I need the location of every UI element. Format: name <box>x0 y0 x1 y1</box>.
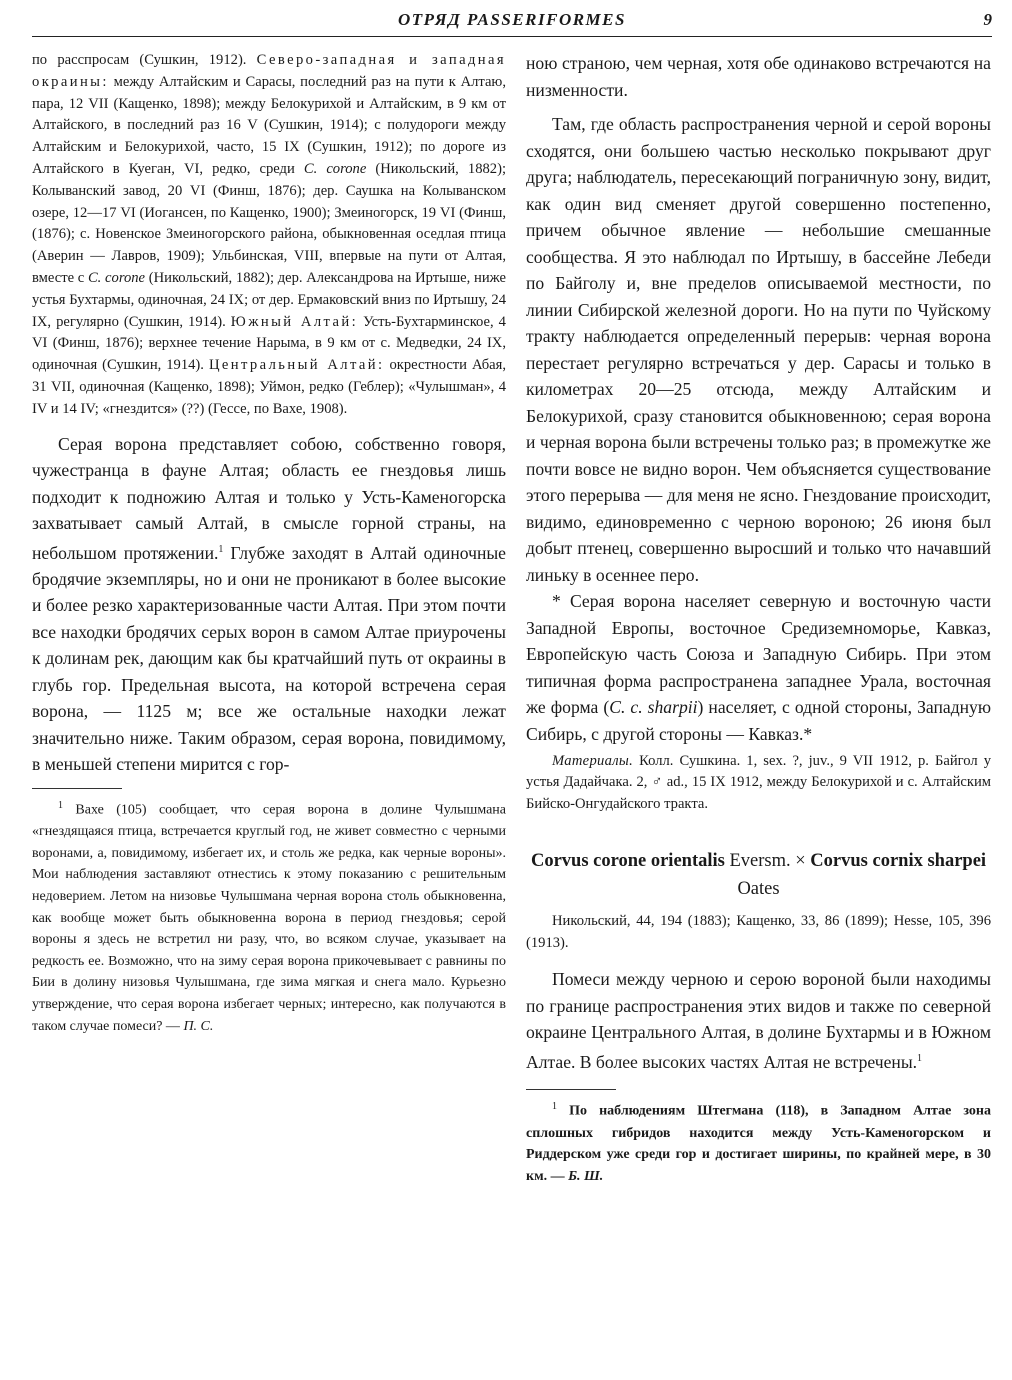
body-paragraph-continued: ною страною, чем черная, хотя обе одинаково встречаются на низменности. <box>526 53 991 100</box>
list-intro: по расспросам (Сушкин, 1912). <box>32 52 247 68</box>
taxon-name: C. c. sharpii <box>609 697 698 717</box>
footnote-ref: 1 <box>917 1052 923 1064</box>
materials-label: Материалы. <box>552 753 634 769</box>
body-paragraph: Там, где область распространения черной и серой вороны сходятся, они большею частью несколько покрывают друг друга; наблюдатель, пересекающий пограничную зону, видит, как один вид сменяет другой совершенно постепенно, причем обычное явление — небольшие смешанные сообщества. Я это наблюдал по Иртышу, в бассейне Лебеди по Байголу и, вне пределов описываемой местности, по линии Сибирской железной дороги. Но на пути по Чуйскому тракту наблюдается определенный перерыв: черная ворона перестает регулярно встречаться у дер. Сарасы и только в километрах 20—25 отсюда, между Алтайским и Белокурихой, сразу становится обыкновенною; серая ворона и черная ворона были встречены только раз; в промежутке же почти вовсе не видно ворон. Чем объясняется существование этого перерыва — для меня не ясно. Гнездование происходит, видимо, единовременно с черною вороною; 26 июня был добыт птенец, совершенно выросший и только что начавший линьку в осеннее перо. <box>526 114 991 585</box>
footnote-signature: Б. Ш. <box>568 1168 604 1184</box>
taxon-1-author: Eversm. <box>729 851 791 872</box>
taxon-name: C. corone <box>303 160 367 177</box>
taxon-2: Corvus cornix sharpei <box>810 851 987 872</box>
footnote-mark: 1 <box>58 799 63 811</box>
south-records: Усть-Бухтарминское, 4 VI (Финш, 1876); верхнее течение Нарыма, в 9 км от с. Медведки, 24 IX, одиночная (Сушкин, 1914). <box>32 313 506 374</box>
footnote-mark: 1 <box>552 1101 557 1113</box>
taxon-heading <box>526 847 991 903</box>
footnote-signature: П. С. <box>183 1018 214 1034</box>
editor-note: * Серая ворона населяет северную и восточную части Западной Европы, восточное Средиземноморье, Кавказ, Европейскую часть Союза и Западную Сибирь. При этом типичная форма распространена западнее Урала, восточная же форма (C. c. sharpii) населяет, с одной стороны, Западную Сибирь, с другой стороны — Кавказ.* <box>526 591 991 744</box>
page-number: 9 <box>983 10 992 29</box>
body-paragraph: Помеси между черною и серою вороной были находимы по границе распространения этих видов и также по северной окраине Центрального Алтая, в долине Бухтармы и в Южном Алтае. В более высоких частях Алтая не встречены.$^1$ <box>526 969 991 1072</box>
footnote-rule <box>32 788 122 789</box>
taxon-2-author: Oates <box>737 879 780 900</box>
body-paragraph: Серая ворона представляет собою, собственно говоря, чужестранца в фауне Алтая; область ее гнездовья лишь подходит к подножию Алтая и только у Усть-Каменогорска захватывает самый Алтай, в смысле горной страны, на небольшом протяжении.$^1$ Глубже заходят в Алтай одиночные бродячие экземпляры, но и они не проникают в более высокие и более резко характеризованные части Алтая. При этом почти все находки бродячих серых ворон в самом Алтае приурочены к долинам рек, дающим как бы кратчайший путь от окраины в глубь гор. Предельная высота, на которой встречена серая ворона, — 1125 м; все же остальные находки лежат значительно ниже. Таким образом, серая ворона, повидимому, в меньшей степени мирится с гор- <box>32 433 506 775</box>
nw-records-3: (Никольский, 1882); дер. Александрова на Иртыше, ниже устья Бухтармы, одиночная, 24 IX; от дер. Ермаковский вниз по Иртышу, 24 IX, регулярно (Сушкин, 1914). <box>32 269 507 330</box>
footnote: $^1$ По наблюдениям Штегмана (118), в Западном Алтае зона сплошных гибридов находится между Усть-Каменогорском и Риддерском уже среди гор и достигает ширины, по крайней мере, в 30 км. — Б. Ш. <box>526 1101 992 1184</box>
hybrid-sign: × <box>795 851 806 872</box>
right-column <box>526 50 991 1187</box>
central-records: окрестности Абая, 31 VII, одиночная (Кащенко, 1898); Уймон, редко (Геблер); «Чулышман», 4 IV и 14 IV; «гнездится» (??) (Гессе, по Вахе, 1908). <box>32 357 507 417</box>
region-heading-central: Центральный Алтай: <box>208 357 385 374</box>
region-heading-nw: Северо-западная и западная окраины: <box>32 52 506 90</box>
references: Никольский, 44, 194 (1883); Кащенко, 33, 86 (1899); Hesse, 105, 396 (1913). <box>526 913 991 951</box>
footnote: $^1$ Вахе (105) сообщает, что серая ворона в долине Чулышмана «гнездящаяся птица, встречается круглый год, не живет совместно с черными воронами, а, повидимому, избегает их, и столь же редка, как черные вороны». Мои наблюдения заставляют отнестись к этому показанию с решительным недоверием. Летом на низовье Чулышмана черная ворона столь обыкновенна, как вообще может быть обыкновенна ворона в период гнездовья; серой вороны я здесь не встретил ни разу, что, во всяком случае, указывает на редкость ее. Возможно, что на зиму серая ворона прикочевывает с равнины по Бии в долину низовья Чулышмана, где зима мягкая и снега мало. Курьезно утверждение, что серая ворона избегает черных; интересно, как получаются в таком случае помеси? — П. С. <box>32 799 507 1034</box>
left-column <box>32 50 506 1037</box>
taxon-name: C. corone <box>87 269 146 286</box>
taxon-1: Corvus corone orientalis <box>530 851 725 872</box>
materials: Материалы. Колл. Сушкина. 1, sex. ?, juv., 9 VII 1912, р. Байгол у устья Дадайчака. 2, ♂ ad., 15 IX 1912, между Белокурихой и с. Алтайским Бийско-Онгудайского тракта. <box>526 753 991 812</box>
running-header <box>32 8 992 37</box>
region-heading-south: Южный Алтай: <box>230 313 359 330</box>
nw-records-2: (Никольский, 1882); Колыванский завод, 20 VI (Финш, 1876); дер. Саушка на Колыванском озере, 12—17 VI (Иогансен, по Кащенко, 1900); Змеиногорск, 19 VI (Финш, (1876); с. Новенское Змеиногорского района, обыкновенная оседлая птица (Аверин — Лавров, 1909); Ульбинская, VIII, впервые на пути от Алтая, вместе с <box>32 160 507 286</box>
footnote-rule <box>526 1089 616 1090</box>
running-title: ОТРЯД PASSERIFORMES <box>398 10 626 29</box>
nw-records: между Алтайским и Сарасы, последний раз на пути к Алтаю, пара, 12 VII (Кащенко, 1898); между Белокурихой и Алтайским, в 9 км от Алтайского, в последний раз 16 V (Сушкин, 1914); с полудороги между Алтайским и Белокурихой, часто, 15 IX (Сушкин, 1912); по дороге из Алтайского в Куеган, VI, редко, среди <box>32 73 506 177</box>
footnote-ref: 1 <box>218 543 224 555</box>
locality-list <box>32 50 506 421</box>
